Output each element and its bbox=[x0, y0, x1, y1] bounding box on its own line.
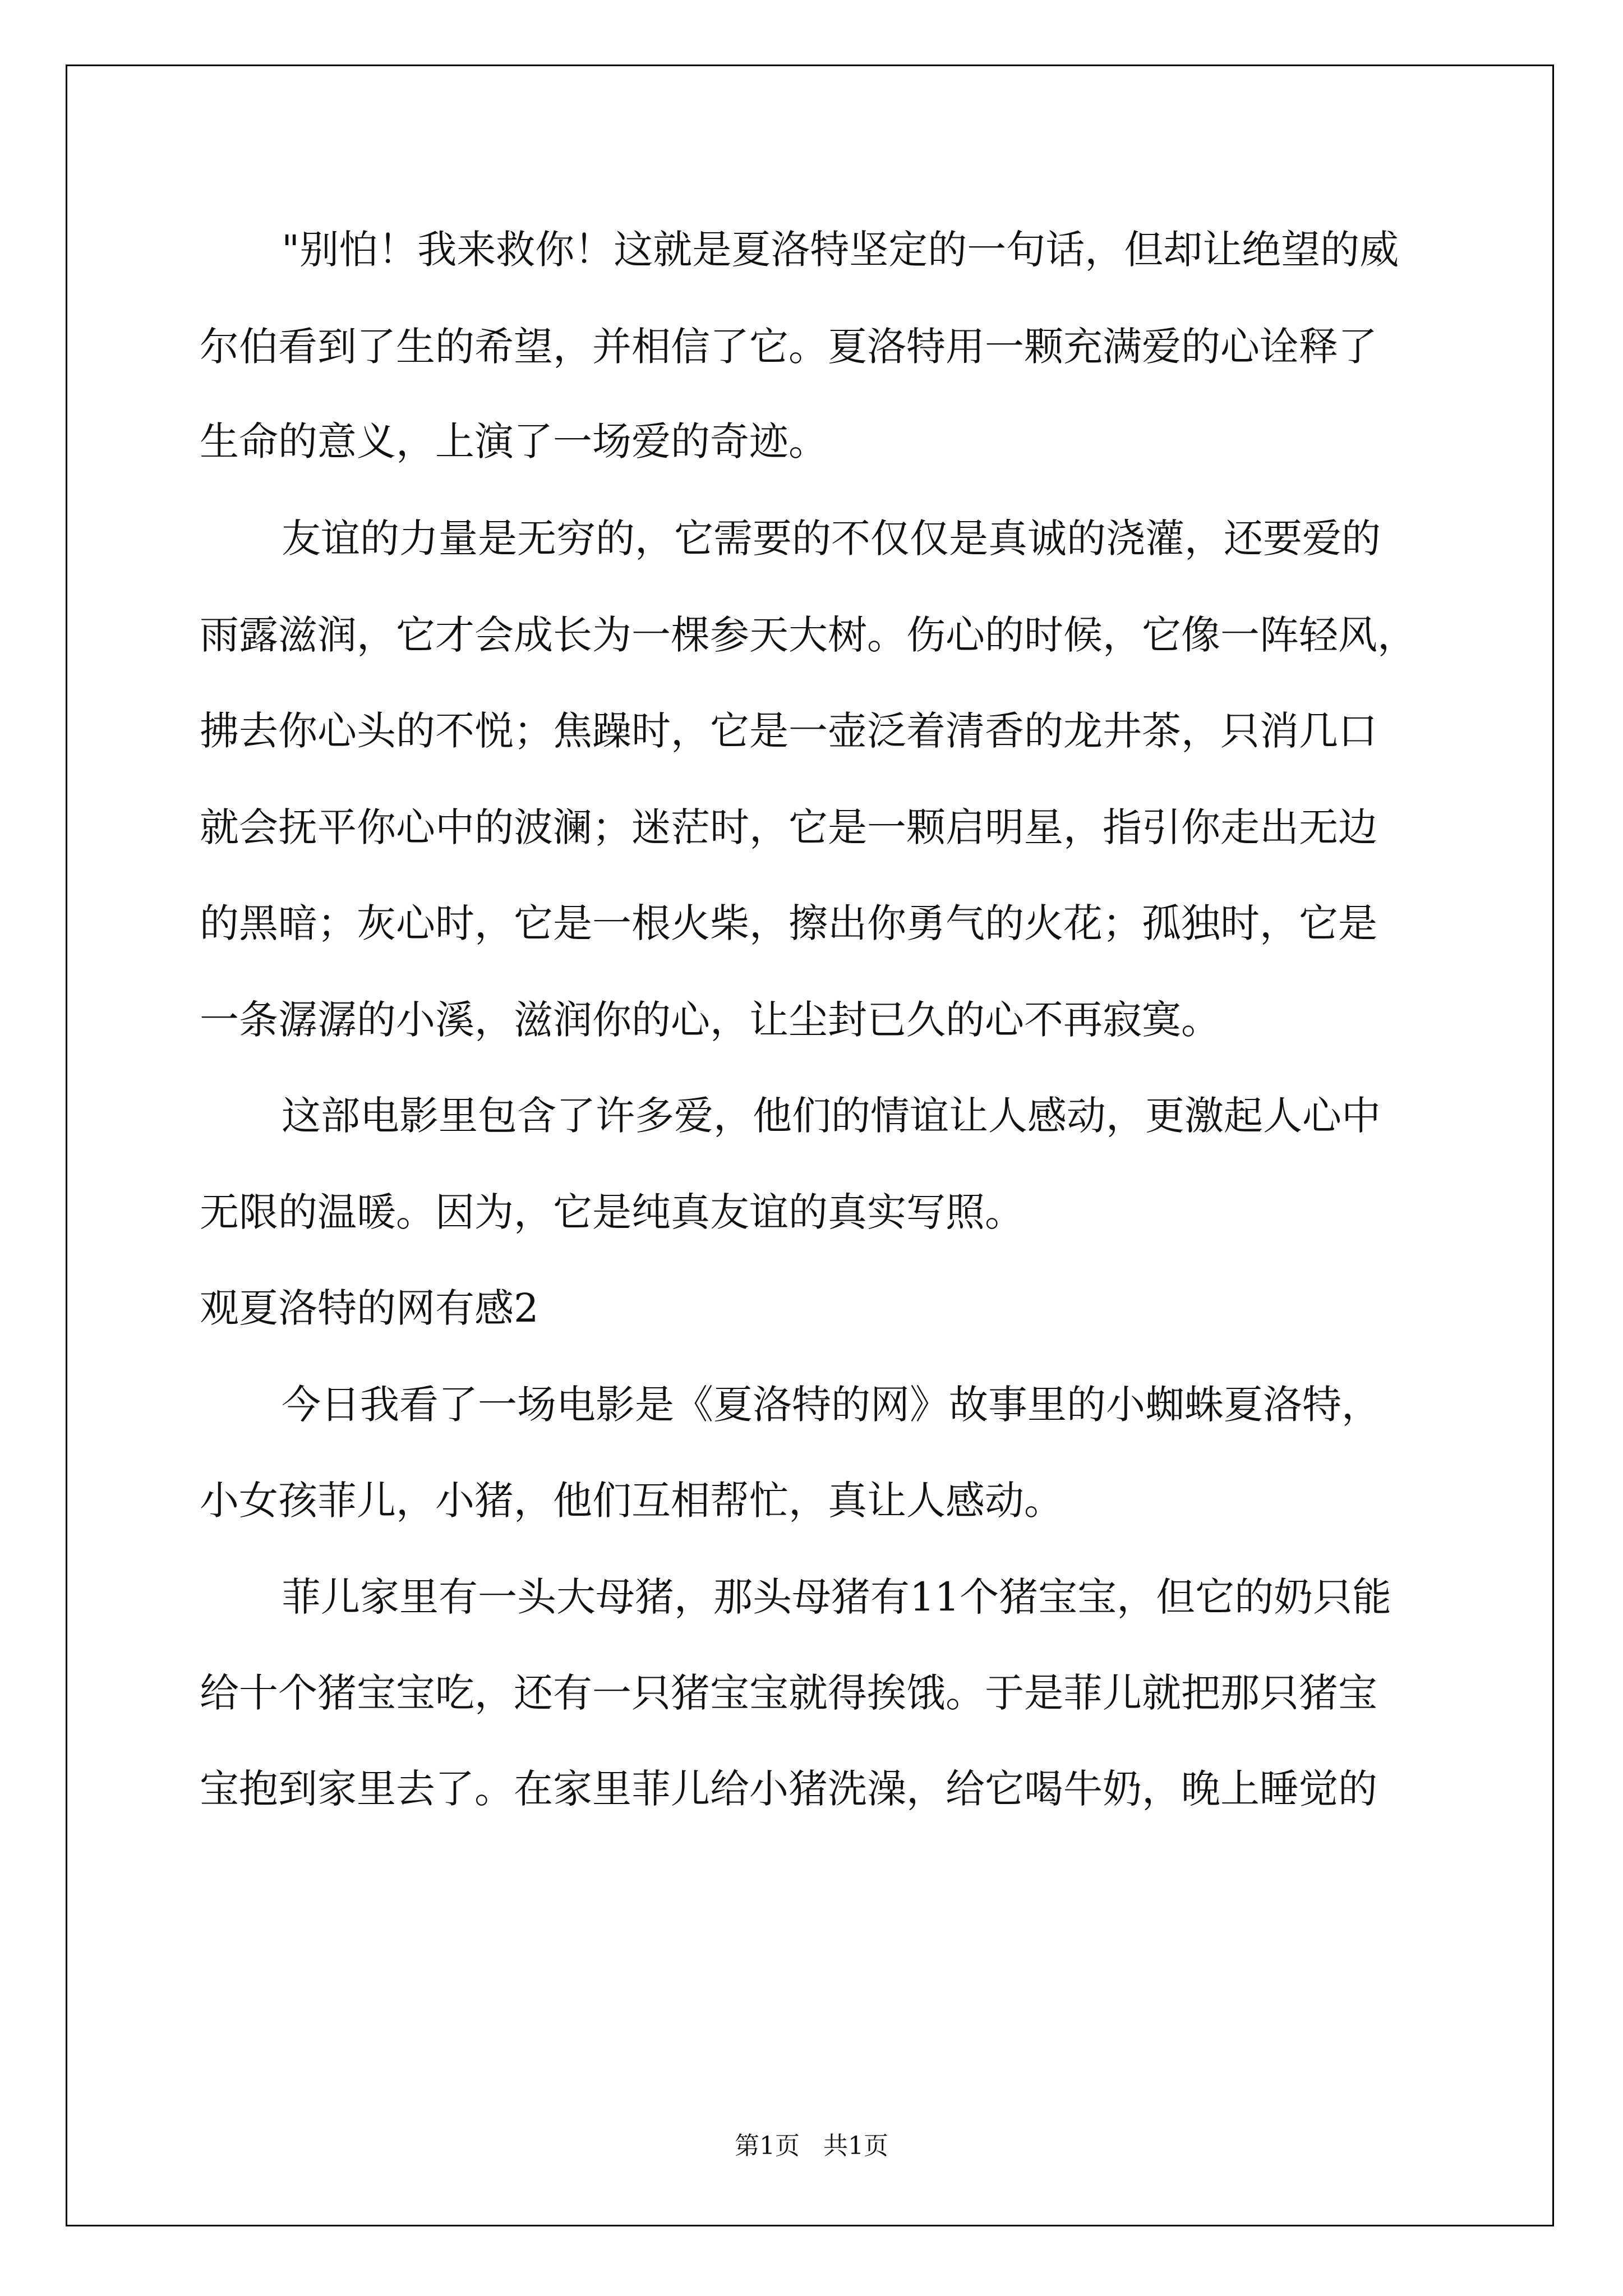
body-line-16: 宝抱到家里去了。在家里菲儿给小猪洗澡，给它喝牛奶，晚上睡觉的 bbox=[200, 1766, 1377, 1812]
body-line-2: 尔伯看到了生的希望，并相信了它。夏洛特用一颗充满爱的心诠释了 bbox=[200, 324, 1377, 370]
body-line-11: 无限的温暖。因为，它是纯真友谊的真实写照。 bbox=[200, 1189, 1024, 1235]
body-line-8: 的黑暗；灰心时，它是一根火柴，擦出你勇气的火花；孤独时，它是 bbox=[200, 900, 1377, 946]
body-line-15: 给十个猪宝宝吃，还有一只猪宝宝就得挨饿。于是菲儿就把那只猪宝 bbox=[200, 1670, 1377, 1716]
body-line-5: 雨露滋润，它才会成长为一棵参天大树。伤心的时候，它像一阵轻风， bbox=[200, 612, 1417, 658]
body-line-6: 拂去你心头的不悦；焦躁时，它是一壶泛着清香的龙井茶，只消几口 bbox=[200, 708, 1377, 754]
body-line-14: 菲儿家里有一头大母猪，那头母猪有11个猪宝宝，但它的奶只能 bbox=[282, 1574, 1392, 1620]
body-line-10: 这部电影里包含了许多爱，他们的情谊让人感动，更激起人心中 bbox=[282, 1093, 1381, 1139]
section-heading: 观夏洛特的网有感2 bbox=[200, 1285, 539, 1331]
body-line-1: "别怕！我来救你！这就是夏洛特坚定的一句话，但却让绝望的威 bbox=[282, 227, 1399, 273]
body-line-13: 小女孩菲儿，小猪，他们互相帮忙，真让人感动。 bbox=[200, 1478, 1063, 1524]
body-line-9: 一条潺潺的小溪，滋润你的心，让尘封已久的心不再寂寞。 bbox=[200, 997, 1220, 1043]
page-footer: 第1页 共1页 bbox=[735, 2132, 888, 2160]
body-line-7: 就会抚平你心中的波澜；迷茫时，它是一颗启明星，指引你走出无边 bbox=[200, 804, 1377, 850]
page-border bbox=[66, 65, 1554, 2226]
body-line-12: 今日我看了一场电影是《夏洛特的网》故事里的小蜘蛛夏洛特， bbox=[282, 1382, 1381, 1428]
body-line-4: 友谊的力量是无穷的，它需要的不仅仅是真诚的浇灌，还要爱的 bbox=[282, 516, 1381, 562]
body-line-3: 生命的意义，上演了一场爱的奇迹。 bbox=[200, 418, 828, 464]
